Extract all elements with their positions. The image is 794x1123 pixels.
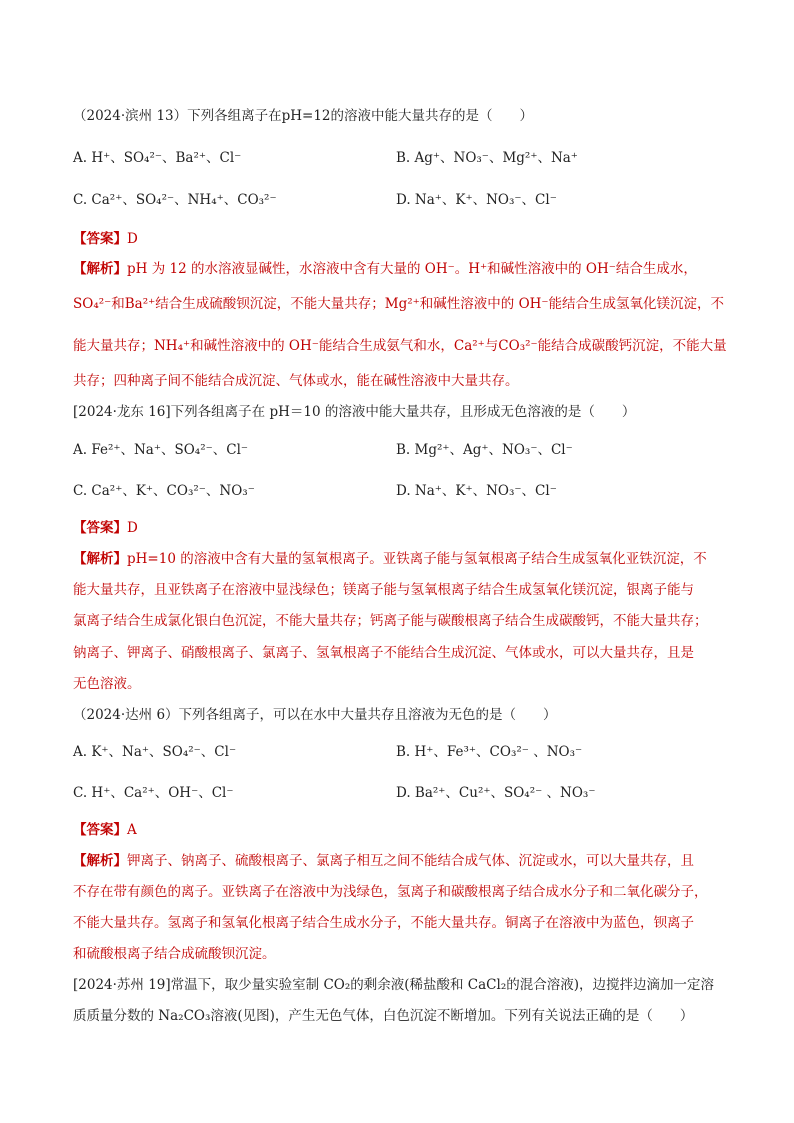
option-b: B. Mg²⁺、Ag⁺、NO₃⁻、Cl⁻ bbox=[396, 442, 573, 458]
analysis-text: 钠离子、钾离子、硝酸根离子、氯离子、氢氧根离子不能结合生成沉淀、气体或水，可以大量共存，且是 bbox=[73, 645, 694, 661]
answer-line bbox=[73, 518, 138, 538]
analysis-tag: 【解析】 bbox=[73, 261, 127, 277]
answer-line bbox=[73, 229, 138, 249]
option-c: C. H⁺、Ca²⁺、OH⁻、Cl⁻ bbox=[73, 785, 234, 801]
analysis-text: pH=10 的溶液中含有大量的氢氧根离子。亚铁离子能与氢氧根离子结合生成氢氧化亚铁沉淀，不 bbox=[127, 551, 707, 567]
question-stem: [2024·龙东 16]下列各组离子在 pH＝10 的溶液中能大量共存，且形成无色溶液的是（ ） bbox=[73, 404, 636, 420]
analysis-text: 钾离子、钠离子、硫酸根离子、氯离子相互之间不能结合成气体、沉淀或水，可以大量共存，且 bbox=[127, 853, 694, 869]
question-stem: [2024·苏州 19]常温下，取少量实验室制 CO₂的剩余液(稀盐酸和 CaCl₂的混合溶液)，边搅拌边滴加一定溶 bbox=[73, 977, 715, 993]
answer-value: D bbox=[127, 231, 138, 247]
option-b: B. Ag⁺、NO₃⁻、Mg²⁺、Na⁺ bbox=[396, 150, 578, 166]
option-c: C. Ca²⁺、K⁺、CO₃²⁻、NO₃⁻ bbox=[73, 483, 255, 499]
answer-value: D bbox=[127, 520, 138, 536]
analysis-line bbox=[73, 259, 697, 279]
analysis-text: pH 为 12 的水溶液显碱性，水溶液中含有大量的 OH⁻。H⁺和碱性溶液中的 OH⁻结合生成水， bbox=[127, 261, 697, 277]
analysis-text: 共存；四种离子间不能结合成沉淀、气体或水，能在碱性溶液中大量共存。 bbox=[73, 373, 519, 389]
analysis-line bbox=[73, 851, 694, 871]
analysis-text: 不存在带有颜色的离子。亚铁离子在溶液中为浅绿色，氢离子和碳酸根离子结合成水分子和二氧化碳分子， bbox=[73, 884, 708, 900]
option-d: D. Na⁺、K⁺、NO₃⁻、Cl⁻ bbox=[396, 192, 557, 208]
analysis-text: 不能大量共存。氢离子和氢氧化根离子结合生成水分子，不能大量共存。铜离子在溶液中为蓝色，钡离子 bbox=[73, 915, 694, 931]
question-stem: （2024·达州 6）下列各组离子，可以在水中大量共存且溶液为无色的是（ ） bbox=[73, 707, 557, 723]
answer-value: A bbox=[127, 822, 137, 838]
analysis-text: 无色溶液。 bbox=[73, 676, 141, 692]
option-c: C. Ca²⁺、SO₄²⁻、NH₄⁺、CO₃²⁻ bbox=[73, 192, 277, 208]
analysis-tag: 【解析】 bbox=[73, 551, 127, 567]
option-d: D. Na⁺、K⁺、NO₃⁻、Cl⁻ bbox=[396, 483, 557, 499]
option-a: A. Fe²⁺、Na⁺、SO₄²⁻、Cl⁻ bbox=[73, 442, 249, 458]
question-stem: 质质量分数的 Na₂CO₃溶液(见图)，产生无色气体，白色沉淀不断增加。下列有关说法正确的是（ ） bbox=[73, 1008, 694, 1024]
analysis-line bbox=[73, 549, 707, 569]
answer-tag: 【答案】 bbox=[73, 231, 127, 247]
analysis-text: SO₄²⁻和Ba²⁺结合生成硫酸钡沉淀，不能大量共存；Mg²⁺和碱性溶液中的 OH⁻能结合生成氢氧化镁沉淀，不 bbox=[73, 296, 725, 312]
option-a: A. H⁺、SO₄²⁻、Ba²⁺、Cl⁻ bbox=[73, 150, 242, 166]
analysis-text: 能大量共存，且亚铁离子在溶液中显浅绿色；镁离子能与氢氧根离子结合生成氢氧化镁沉淀，银离子能与 bbox=[73, 582, 694, 598]
answer-line bbox=[73, 820, 137, 840]
analysis-text: 和硫酸根离子结合成硫酸钡沉淀。 bbox=[73, 946, 276, 962]
answer-tag: 【答案】 bbox=[73, 520, 127, 536]
answer-tag: 【答案】 bbox=[73, 822, 127, 838]
analysis-text: 能大量共存；NH₄⁺和碱性溶液中的 OH⁻能结合生成氨气和水，Ca²⁺与CO₃²⁻能结合成碳酸钙沉淀，不能大量 bbox=[73, 338, 727, 354]
option-a: A. K⁺、Na⁺、SO₄²⁻、Cl⁻ bbox=[73, 744, 237, 760]
question-stem: （2024·滨州 13）下列各组离子在pH=12的溶液中能大量共存的是（ ） bbox=[73, 108, 534, 124]
option-b: B. H⁺、Fe³⁺、CO₃²⁻ 、NO₃⁻ bbox=[396, 744, 583, 760]
analysis-tag: 【解析】 bbox=[73, 853, 127, 869]
option-d: D. Ba²⁺、Cu²⁺、SO₄²⁻ 、NO₃⁻ bbox=[396, 785, 596, 801]
analysis-text: 氯离子结合生成氯化银白色沉淀，不能大量共存；钙离子能与碳酸根离子结合生成碳酸钙，不能大量共存； bbox=[73, 613, 708, 629]
